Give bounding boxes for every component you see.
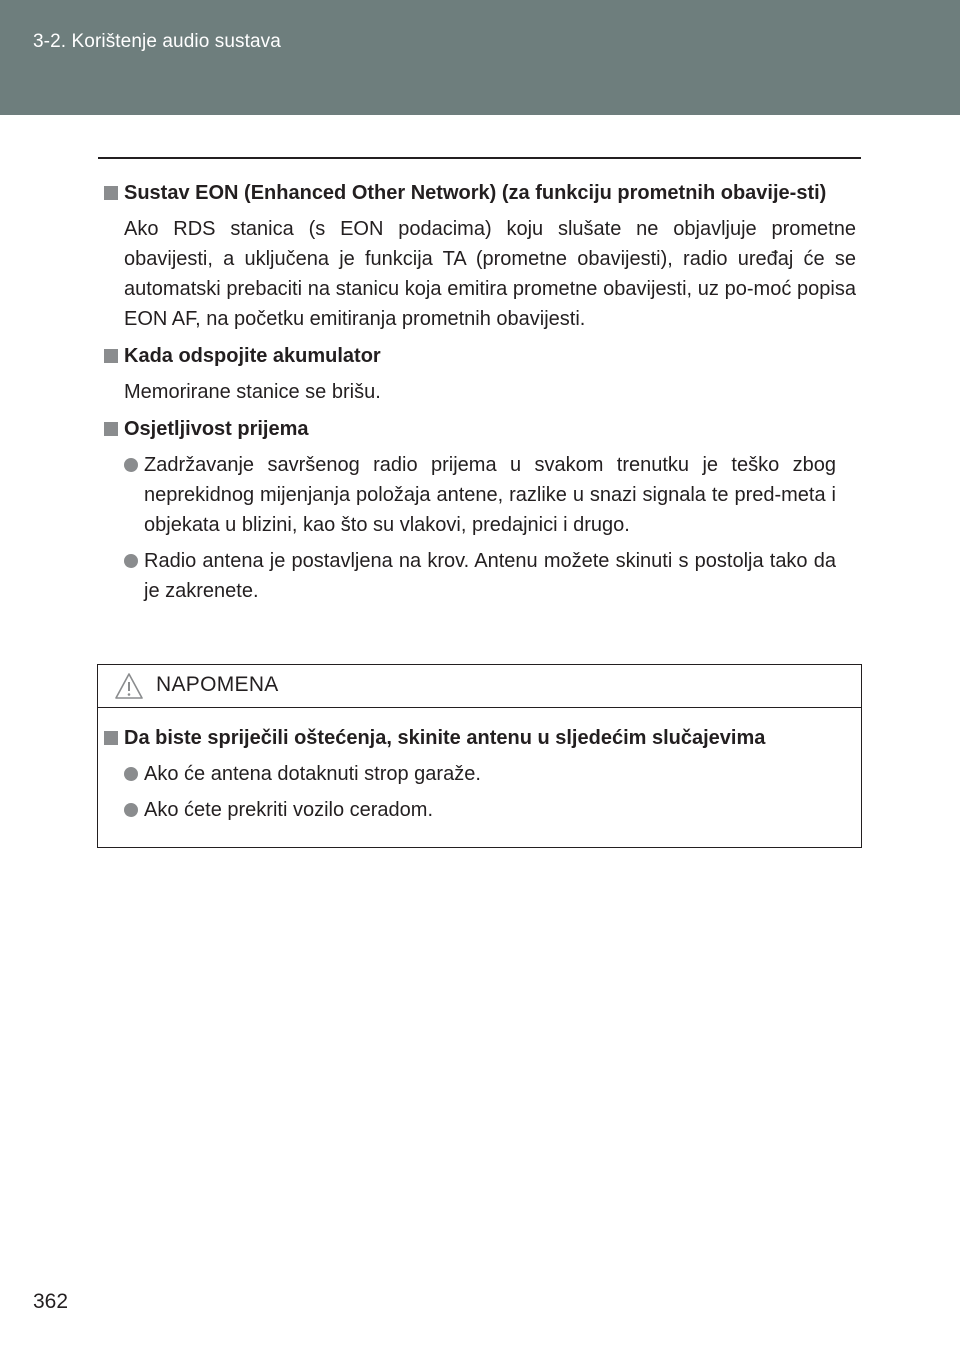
page-number: 362 [33, 1290, 69, 1313]
list-item [104, 795, 849, 825]
notice-body [104, 723, 849, 825]
round-bullet-icon [124, 803, 138, 817]
section-heading-text: Kada odspojite akumulator [124, 345, 381, 367]
section-heading-text: Osjetljivost prijema [124, 418, 309, 440]
section-header-title: 3-2. Korištenje audio sustava [33, 31, 281, 52]
main-content [104, 178, 856, 606]
notice-title: NAPOMENA [156, 673, 279, 696]
notice-heading [104, 723, 849, 753]
round-bullet-icon [124, 767, 138, 781]
notice-heading-text: Da biste spriječili oštećenja, skinite antenu u sljedećim slučajevima [124, 727, 766, 749]
warning-triangle-icon [114, 672, 144, 700]
round-bullet-icon [124, 458, 138, 472]
list-item [104, 759, 849, 789]
section-heading-eon [104, 178, 856, 208]
list-item-text: Radio antena je postavljena na krov. Antenu možete skinuti s postolja tako da je zakrenete. [144, 550, 836, 602]
top-divider [98, 157, 861, 159]
list-item [104, 546, 856, 606]
notice-header [98, 665, 861, 708]
square-bullet-icon [104, 349, 118, 363]
section-paragraph: Memorirane stanice se brišu. [124, 381, 381, 403]
notice-box [97, 664, 862, 848]
section-paragraph: Ako RDS stanica (s EON podacima) koju slušate ne objavljuje prometne obavijesti, a uključena je funkcija TA (prometne obavijesti), radio uređaj će se automatski prebaciti na stanicu koja emitira prometne obavijesti, uz po-moć popisa EON AF, na početku emitiranja prometnih obavijesti. [124, 218, 856, 330]
header-band [0, 0, 960, 115]
list-item-text: Ako će antena dotaknuti strop garaže. [144, 763, 481, 785]
section-heading-battery [104, 341, 856, 371]
round-bullet-icon [124, 554, 138, 568]
square-bullet-icon [104, 422, 118, 436]
section-heading-reception [104, 414, 856, 444]
section-heading-text: Sustav EON (Enhanced Other Network) (za funkciju prometnih obavije-sti) [124, 182, 827, 204]
square-bullet-icon [104, 186, 118, 200]
square-bullet-icon [104, 731, 118, 745]
list-item-text: Ako ćete prekriti vozilo ceradom. [144, 799, 434, 821]
list-item-text: Zadržavanje savršenog radio prijema u svakom trenutku je teško zbog neprekidnog mijenjanja položaja antene, razlike u snazi signala te pred-meta i objekata u blizini, kao što su vlakovi, predajnici i drugo. [144, 454, 836, 536]
list-item [104, 450, 856, 540]
